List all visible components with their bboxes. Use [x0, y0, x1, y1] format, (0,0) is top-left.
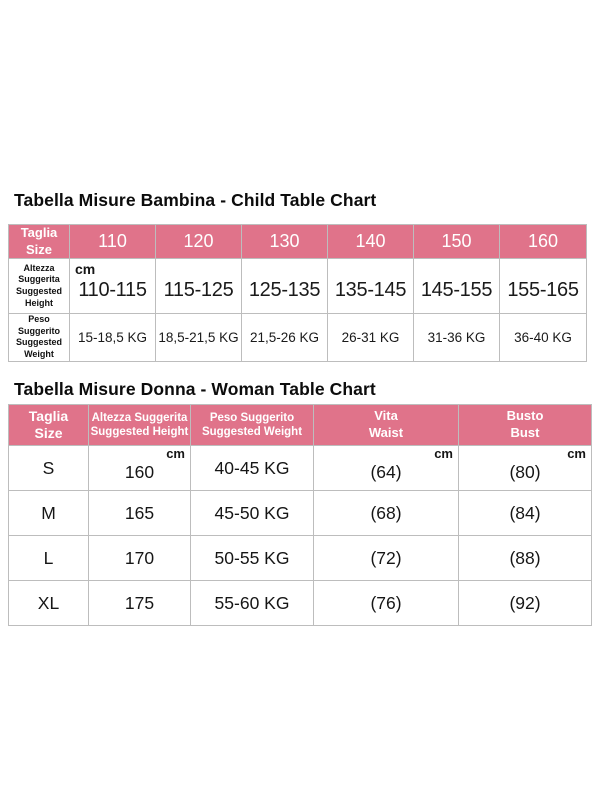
- size-140-cell: 140: [328, 225, 414, 259]
- woman-row-xl: [9, 581, 592, 626]
- weight-value-cell: 26-31 KG: [328, 314, 414, 362]
- height-value-cell: cm 110-115: [70, 259, 156, 314]
- waist-cell: (68): [314, 491, 459, 536]
- height-cell: 165: [89, 491, 191, 536]
- woman-table-title: Tabella Misure Donna - Woman Table Chart: [14, 379, 376, 399]
- weight-row-label: Peso Suggerito Suggested Weight: [9, 314, 70, 362]
- cm-unit-label: cm: [434, 446, 453, 461]
- child-height-row: [9, 259, 587, 314]
- size-150-cell: 150: [414, 225, 500, 259]
- size-120-cell: 120: [156, 225, 242, 259]
- height-value-cell: 155-165: [500, 259, 587, 314]
- height-value-cell: 115-125: [156, 259, 242, 314]
- height-row-label: Altezza Suggerita Suggested Height: [9, 259, 70, 314]
- height-cell: cm 160: [89, 446, 191, 491]
- suggested-height-header-cell: Altezza Suggerita Suggested Height: [89, 405, 191, 446]
- weight-cell: 45-50 KG: [191, 491, 314, 536]
- woman-row-m: [9, 491, 592, 536]
- size-cell: XL: [9, 581, 89, 626]
- height-cell: 170: [89, 536, 191, 581]
- height-value-cell: 125-135: [242, 259, 328, 314]
- size-110-cell: 110: [70, 225, 156, 259]
- size-cell: S: [9, 446, 89, 491]
- woman-header-row: [9, 405, 592, 446]
- weight-value-cell: 21,5-26 KG: [242, 314, 328, 362]
- cm-unit-label: cm: [75, 261, 96, 277]
- waist-cell: (72): [314, 536, 459, 581]
- bust-cell: (84): [459, 491, 592, 536]
- woman-row-l: [9, 536, 592, 581]
- cm-unit-label: cm: [166, 446, 185, 461]
- woman-size-table: [8, 404, 592, 626]
- height-value-cell: 135-145: [328, 259, 414, 314]
- child-size-header-row: [9, 225, 587, 259]
- taglia-size-header-cell: Taglia Size: [9, 405, 89, 446]
- bust-cell: cm (80): [459, 446, 592, 491]
- corner-line-1: Taglia: [20, 225, 58, 241]
- child-size-table: [8, 224, 587, 362]
- child-table-title: Tabella Misure Bambina - Child Table Chart: [14, 190, 377, 210]
- bust-cell: (88): [459, 536, 592, 581]
- corner-line-2: Size: [25, 241, 52, 257]
- height-value-cell: 145-155: [414, 259, 500, 314]
- weight-value-cell: 15-18,5 KG: [70, 314, 156, 362]
- size-160-cell: 160: [500, 225, 587, 259]
- weight-value-cell: 36-40 KG: [500, 314, 587, 362]
- child-weight-row: [9, 314, 587, 362]
- bust-cell: (92): [459, 581, 592, 626]
- taglia-size-corner-cell: [9, 225, 70, 259]
- waist-cell: (76): [314, 581, 459, 626]
- woman-row-s: [9, 446, 592, 491]
- weight-value-cell: 18,5-21,5 KG: [156, 314, 242, 362]
- waist-cell: cm (64): [314, 446, 459, 491]
- bust-header-cell: Busto Bust: [459, 405, 592, 446]
- height-cell: 175: [89, 581, 191, 626]
- weight-cell: 55-60 KG: [191, 581, 314, 626]
- cm-unit-label: cm: [567, 446, 586, 461]
- weight-cell: 40-45 KG: [191, 446, 314, 491]
- size-cell: L: [9, 536, 89, 581]
- weight-cell: 50-55 KG: [191, 536, 314, 581]
- suggested-weight-header-cell: Peso Suggerito Suggested Weight: [191, 405, 314, 446]
- size-130-cell: 130: [242, 225, 328, 259]
- size-cell: M: [9, 491, 89, 536]
- weight-value-cell: 31-36 KG: [414, 314, 500, 362]
- waist-header-cell: Vita Waist: [314, 405, 459, 446]
